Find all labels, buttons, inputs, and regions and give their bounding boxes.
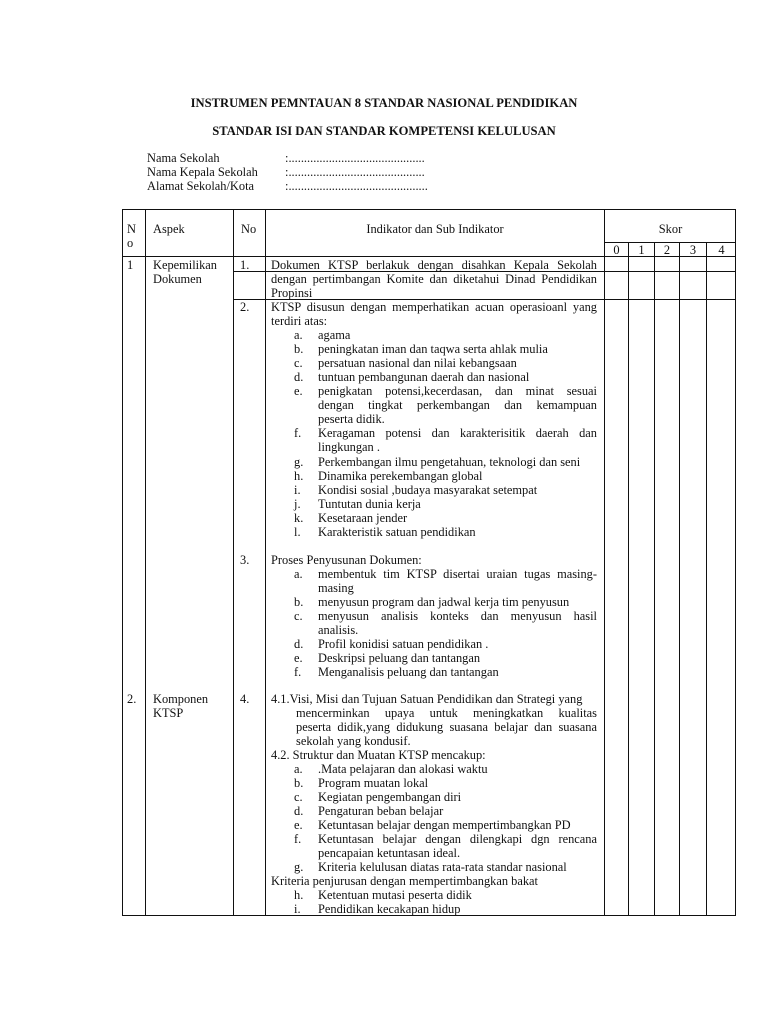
row-number: 1 [127,258,134,272]
info-label: Alamat Sekolah/Kota [147,179,255,193]
sub-indicator-marker: j. [294,497,301,511]
info-label: Nama Sekolah [147,151,220,165]
sub-indicator-text: membentuk tim KTSP disertai uraian tugas masing- [318,567,597,581]
indicator-text: 4.1.Visi, Misi dan Tujuan Satuan Pendidikan dan Strategi yang [271,692,583,706]
sub-indicator-text: masing [318,581,354,595]
sub-indicator-text: Kondisi sosial ,budaya masyarakat setempat [318,483,538,497]
sub-indicator-text: Kesetaraan jender [318,511,408,525]
sub-indicator-text: dengan tingkat perkembangan dan kemampuan [318,398,597,412]
sub-indicator-marker: b. [294,776,304,790]
sub-indicator-marker: d. [294,370,304,384]
sub-indicator-marker: h. [294,469,304,483]
sub-indicator-marker: d. [294,804,304,818]
sub-indicator-text: Kriteria kelulusan diatas rata-rata standar nasional [318,860,567,874]
sub-indicator-marker: e. [294,651,303,665]
sub-indicator-text: Ketentuan mutasi peserta didik [318,888,472,902]
sub-indicator-text: persatuan nasional dan nilai kebangsaan [318,356,517,370]
sub-indicator-marker: b. [294,342,304,356]
sub-indicator-text: Profil konidisi satuan pendidikan . [318,637,489,651]
indicator-text: mencerminkan upaya untuk meningkatkan kualitas [296,706,597,720]
sub-indicator-marker: k. [294,511,304,525]
sub-indicator-marker: a. [294,328,303,342]
sub-indicator-text: Dinamika perekembangan global [318,469,483,483]
info-row-school-name [147,151,428,165]
indicator-number: 1. [240,258,250,272]
indicator-number: 4. [240,692,250,706]
sub-indicator-marker: l. [294,525,301,539]
sub-indicator-text: Keragaman potensi dan karakterisitik daerah dan [318,426,597,440]
sub-indicator-marker: e. [294,384,303,398]
sub-indicator-marker: g. [294,860,304,874]
header-no-1: N [127,222,136,236]
sub-indicator-text: Ketuntasan belajar dengan mempertimbangkan PD [318,818,571,832]
sub-indicator-text: Pengaturan beban belajar [318,804,444,818]
sub-indicator-text: penigkatan potensi,kecerdasan, dan minat sesuai [318,384,597,398]
info-value-field[interactable]: :............................................ [285,165,425,179]
aspek-label: Kepemilikan [153,258,217,272]
sub-indicator-text: Perkembangan ilmu pengetahuan, teknologi dan seni [318,455,581,469]
aspek-label: Dokumen [153,272,202,286]
sub-indicator-marker: c. [294,790,303,804]
info-label: Nama Kepala Sekolah [147,165,258,179]
row-number: 2. [127,692,137,706]
indicator-text: Kriteria penjurusan dengan mempertimbangkan bakat [271,874,538,888]
indicator-text: Propinsi [271,286,313,300]
sub-indicator-marker: a. [294,762,303,776]
sub-indicator-text: agama [318,328,351,342]
indicator-text: Dokumen KTSP berlakuk dengan disahkan Kepala Sekolah [271,258,597,272]
header-no: No [241,222,257,236]
header-no-2: o [127,236,134,250]
header-skor: Skor [658,222,683,236]
sub-indicator-text: menyusun analisis konteks dan menyusun hasil [318,609,597,623]
sub-indicator-marker: f. [294,832,302,846]
sub-indicator-marker: c. [294,356,303,370]
sub-indicator-marker: f. [294,665,302,679]
sub-indicator-marker: d. [294,637,304,651]
info-row-principal-name [147,165,428,179]
sub-indicator-marker: c. [294,609,303,623]
sub-indicator-text: Tuntutan dunia kerja [318,497,421,511]
indicator-text: sekolah yang kondusif. [296,734,411,748]
score-col-0: 0 [613,243,620,257]
sub-indicator-marker: f. [294,426,302,440]
info-row-school-address [147,179,428,193]
header-indikator: Indikator dan Sub Indikator [366,222,504,236]
document-subtitle: STANDAR ISI DAN STANDAR KOMPETENSI KELULUSAN [212,124,556,138]
indicator-text: peserta didik,yang didukung suasana belajar dan suasana [296,720,597,734]
sub-indicator-marker: b. [294,595,304,609]
sub-indicator-text: menyusun program dan jadwal kerja tim penyusun [318,595,570,609]
sub-indicator-text: Menganalisis peluang dan tantangan [318,665,499,679]
sub-indicator-text: Pendidikan kecakapan hidup [318,902,461,916]
indicator-number: 3. [240,553,250,567]
score-col-3: 3 [689,243,697,257]
sub-indicator-text: Kegiatan pengembangan diri [318,790,462,804]
aspek-label: Komponen [153,692,209,706]
sub-indicator-marker: i. [294,483,301,497]
info-value-field[interactable]: :............................................. [285,179,428,193]
school-info [147,151,428,193]
score-col-2: 2 [663,243,671,257]
sub-indicator-text: Deskripsi peluang dan tantangan [318,651,481,665]
indicator-text: dengan pertimbangan Komite dan diketahui Dinad Pendidikan [271,272,597,286]
sub-indicator-text: Karakteristik satuan pendidikan [318,525,476,539]
sub-indicator-marker: e. [294,818,303,832]
sub-indicator-text: analisis. [318,623,359,637]
sub-indicator-text: pencapaian ketuntasan ideal. [318,846,461,860]
sub-indicator-text: .Mata pelajaran dan alokasi waktu [318,762,488,776]
sub-indicator-marker: g. [294,455,304,469]
sub-indicator-marker: h. [294,888,304,902]
indicator-text: KTSP disusun dengan memperhatikan acuan operasioanl yang [271,300,597,314]
sub-indicator-text: peningkatan iman dan taqwa serta ahlak mulia [318,342,548,356]
header-aspek: Aspek [153,222,185,236]
document-title: INSTRUMEN PEMNTAUAN 8 STANDAR NASIONAL PENDIDIKAN [190,96,578,110]
sub-indicator-marker: a. [294,567,303,581]
aspek-label: KTSP [153,706,184,720]
sub-indicator-text: lingkungan . [318,440,380,454]
info-value-field[interactable]: :............................................ [285,151,425,165]
indicator-text: 4.2. Struktur dan Muatan KTSP mencakup: [271,748,486,762]
sub-indicator-text: Ketuntasan belajar dengan dilengkapi dgn rencana [318,832,597,846]
sub-indicator-text: peserta didik. [318,412,385,426]
sub-indicator-text: tuntuan pembangunan daerah dan nasional [318,370,530,384]
sub-indicator-marker: i. [294,902,301,916]
sub-indicator-text: Program muatan lokal [318,776,429,790]
indicator-text: terdiri atas: [271,314,328,328]
indicator-number: 2. [240,300,250,314]
score-col-4: 4 [718,243,725,257]
score-col-1: 1 [638,243,645,257]
indicator-text: Proses Penyusunan Dokumen: [271,553,422,567]
